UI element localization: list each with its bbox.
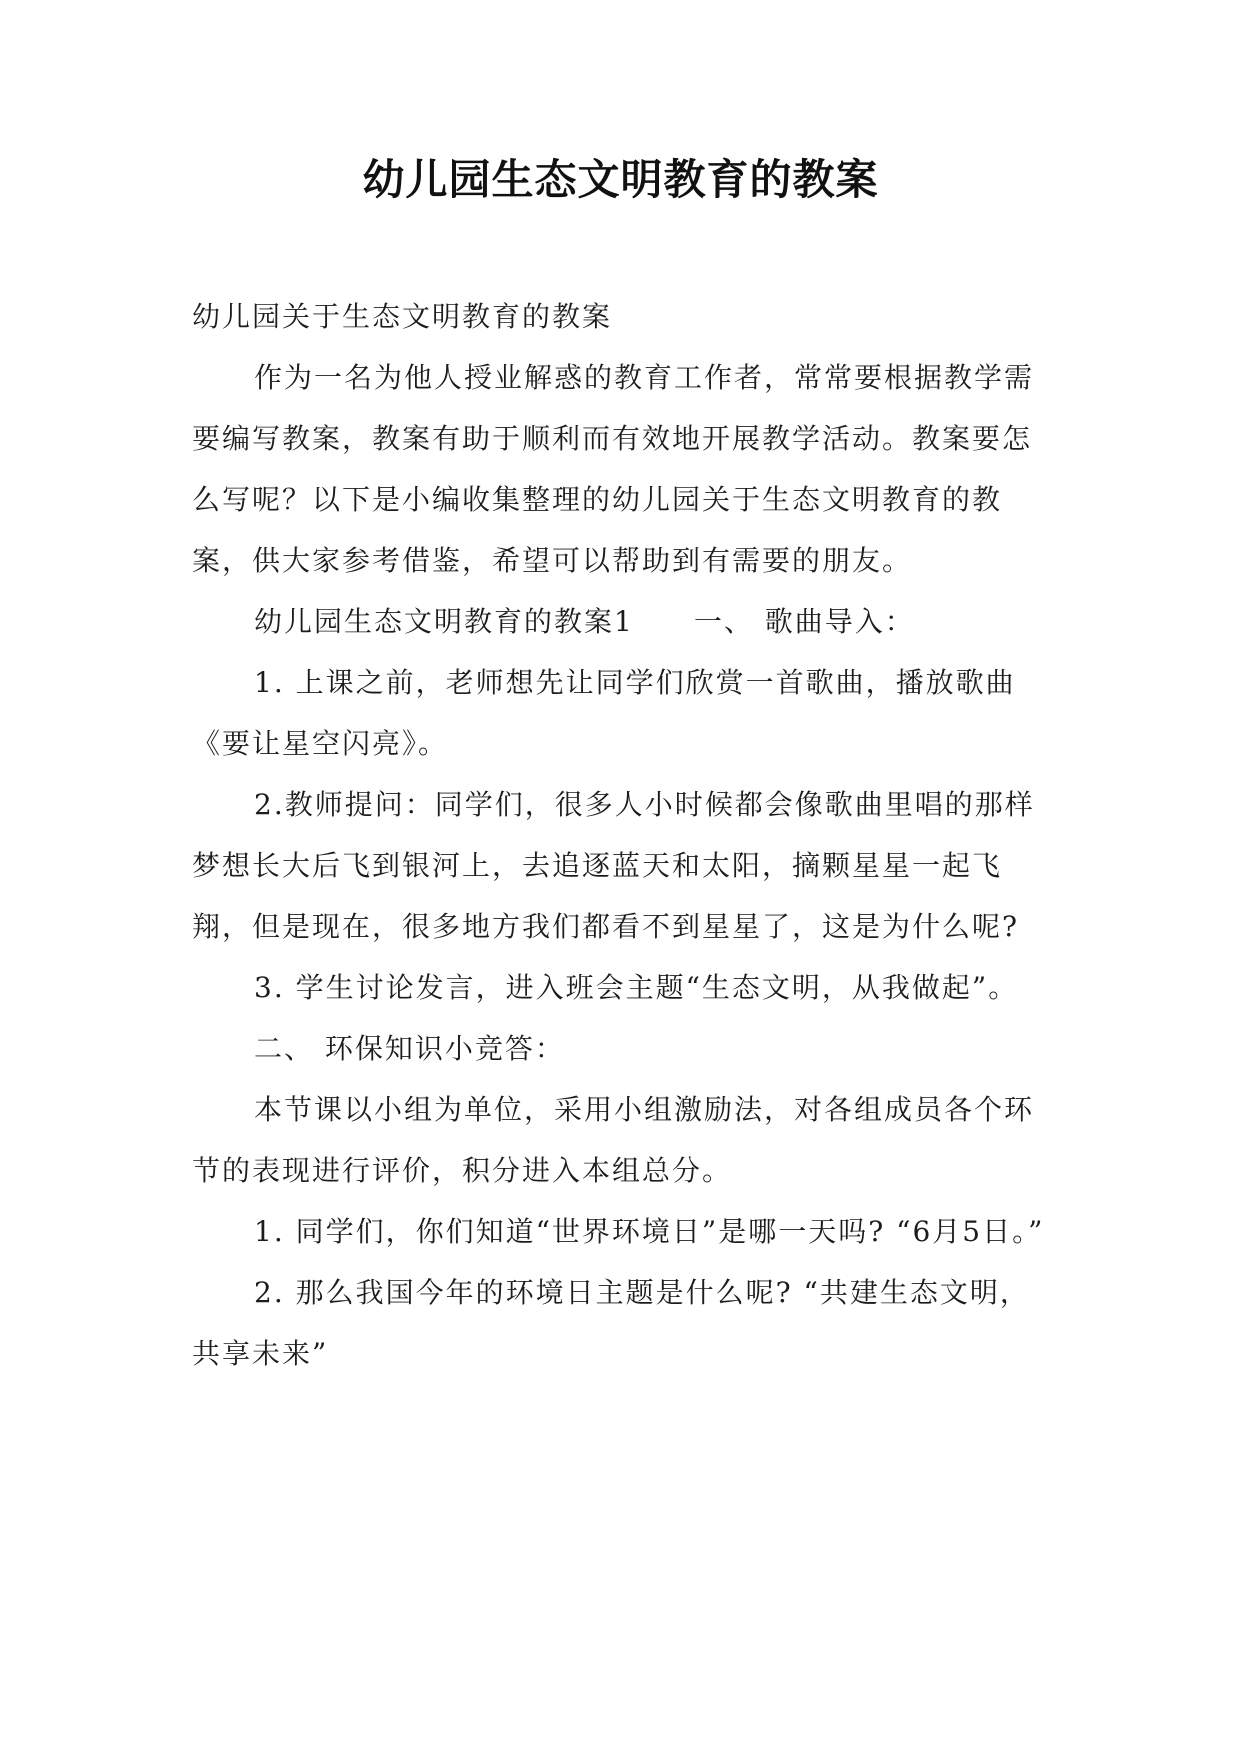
paragraph-section-2-intro: 本节课以小组为单位，采用小组激励法，对各组成员各个环节的表现进行评价，积分进入本组总分。 (192, 1093, 1035, 1187)
paragraph-section-2-heading: 二、 环保知识小竞答： (254, 1032, 565, 1065)
paragraph-lesson-heading: 幼儿园生态文明教育的教案1 一、 歌曲导入： (254, 605, 915, 638)
paragraph-quiz-2: 2. 那么我国今年的环境日主题是什么呢? “共建生态文明，共享未来” (192, 1276, 1030, 1370)
paragraph-step-3: 3. 学生讨论发言，进入班会主题“生态文明，从我做起”。 (254, 971, 1019, 1004)
document-title: 幼儿园生态文明教育的教案 (362, 155, 879, 204)
paragraph-quiz-1: 1. 同学们，你们知道“世界环境日”是哪一天吗? “6月5日。” (254, 1215, 1045, 1248)
paragraph-intro: 作为一名为他人授业解惑的教育工作者，常常要根据教学需要编写教案，教案有助于顺利而有效地开展教学活动。教案要怎么写呢？以下是小编收集整理的幼儿园关于生态文明教育的教案，供大家参考借鉴，希望可以帮助到有需要的朋友。 (192, 361, 1035, 577)
paragraph-subtitle: 幼儿园关于生态文明教育的教案 (192, 300, 613, 333)
document-body (192, 286, 1052, 1384)
paragraph-step-1: 1. 上课之前，老师想先让同学们欣赏一首歌曲，播放歌曲《要让星空闪亮》。 (192, 666, 1016, 760)
paragraph-step-2: 2.教师提问：同学们，很多人小时候都会像歌曲里唱的那样梦想长大后飞到银河上，去追逐蓝天和太阳，摘颗星星一起飞翔，但是现在，很多地方我们都看不到星星了，这是为什么呢? (192, 788, 1035, 943)
